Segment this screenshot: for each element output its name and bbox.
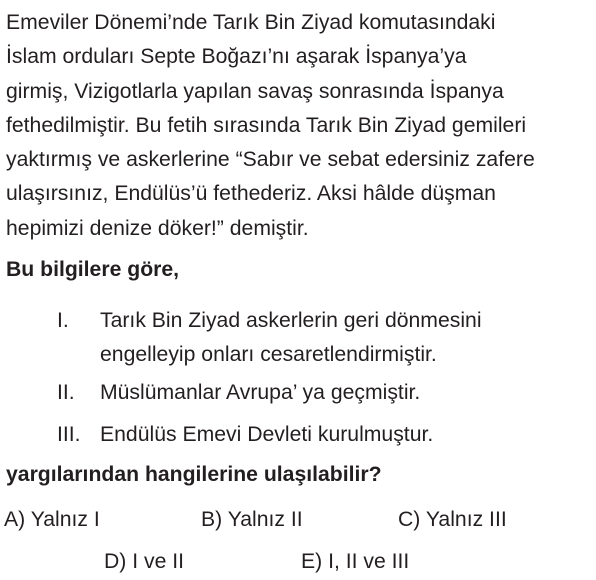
option-b[interactable]: B) Yalnız II — [201, 508, 303, 531]
passage — [6, 6, 592, 246]
statement-line: Tarık Bin Ziyad askerlerin geri dönmesini — [100, 309, 482, 332]
option-d[interactable]: D) I ve II — [104, 550, 185, 573]
passage-line: yaktırmış ve askerlerine “Sabır ve sebat edersiniz zafere — [6, 148, 535, 172]
statement-text — [100, 304, 482, 372]
statement-numeral: II. — [57, 381, 75, 404]
passage-line: girmiş, Vizigotlarla yapılan savaş sonrasında İspanya — [6, 79, 504, 103]
statement-line: engelleyip onları cesaretlendirmiştir. — [100, 343, 437, 366]
question-text: yargılarından hangilerine ulaşılabilir? — [6, 463, 382, 486]
passage-line: hepimizi denize döker!” demiştir. — [6, 216, 309, 240]
statement-numeral: III. — [57, 423, 81, 446]
option-e[interactable]: E) I, II ve III — [301, 550, 410, 573]
statement-numeral: I. — [57, 309, 69, 332]
statement-line: Endülüs Emevi Devleti kurulmuştur. — [100, 423, 434, 446]
passage-line: ulaşırsınız, Endülüs’ü fethederiz. Aksi hâlde düşman — [6, 182, 496, 206]
statement-text — [100, 418, 433, 452]
statement-line: Müslümanlar Avrupa’ ya geçmiştir. — [100, 381, 421, 404]
option-c[interactable]: C) Yalnız III — [398, 508, 507, 531]
question-stem: Bu bilgilere göre, — [6, 258, 180, 281]
passage-line: İslam orduları Septe Boğazı’nı aşarak İspanya’ya — [6, 45, 467, 69]
option-a[interactable]: A) Yalnız I — [4, 508, 100, 531]
passage-line: Emeviler Dönemi’nde Tarık Bin Ziyad komutasındaki — [6, 11, 496, 34]
statement-text — [100, 376, 420, 410]
passage-line: fethedilmiştir. Bu fetih sırasında Tarık Bin Ziyad gemileri — [6, 113, 527, 137]
